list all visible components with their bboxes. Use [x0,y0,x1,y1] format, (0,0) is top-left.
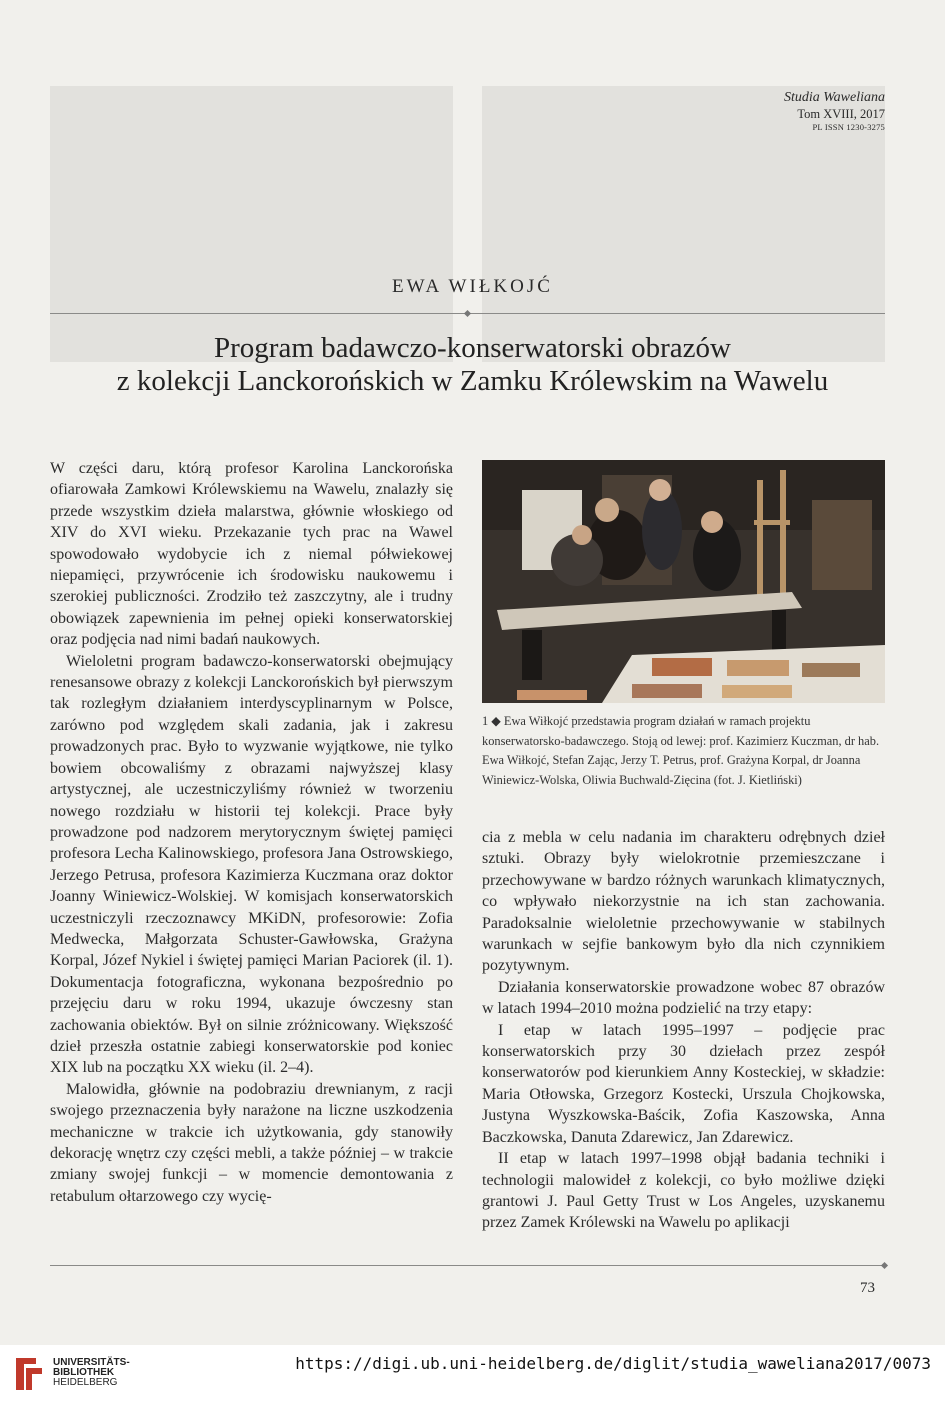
bottom-rule [50,1265,885,1266]
paragraph: II etap w latach 1997–1998 objął badania techniki i technologii malowideł z kolekcji, co było możliwe dzięki grantowi J. Paul Getty Trust w Los Angeles, uzyskanemu przez Zamek Królewski na Wawelu po aplikacji [482,1150,885,1232]
paragraph: Malowidła, głównie na podobraziu drewnianym, z racji swojego przeznaczenia były narażone na liczne uszkodzenia mechaniczne w trakcie ich użytkowania, gdy stanowiły dekorację wnętrz czy części mebli, a także później – w trakcie zmiany swojej funkcji – w momencie demontowania z retabulum ołtarzowego czy wycię- [50,1080,453,1205]
rule-ornament-top [464,310,471,317]
right-column [482,827,885,1234]
paragraph: Wieloletni program badawczo-konserwatorski obejmujący renesansowe obrazy z kolekcji Lanckorońskich był pierwszym tak rozległym działaniem interdyscyplinarnym w Polsce, zarówno pod względem skali zadania, jak i zakresu prowadzonych prac. Było to wyzwanie wyjątkowe, nie tylko bowiem obcowaliśmy z obrazami najwyższej klasy artystycznej, ale uczestniczyliśmy również w tworzeniu nowego rozdziału w historii tej kolekcji. Prace były prowadzone pod nadzorem merytorycznym świętej pamięci profesora Lecha Kalinowskiego, profesora Jana Ostrowskiego, Jerzego Petrusa, profesora Kazimierza Kuczmana oraz doktor Joanny Winiewicz-Wolskiej. W komisjach konserwatorskich uczestniczyli rzeczoznawcy MKiDN, profesorowie: Zofia Medwecka, Małgorzata Schuster-Gawłowska, Grażyna Korpal, Józef Nykiel i świętej pamięci Marian Paciorek (il. 1). Dokumentacja fotograficzna, wykonana bezpośrednio po przejęciu daru w roku 1994, ukazuje ówczesny stan zachowania obiektów. Był on silnie zróżnicowany. Większość dzieł przeszła ostatnie zabiegi konserwatorskie pod koniec XIX lub na początku XX wieku (il. 2–4). [50,652,453,1077]
library-line-3: HEIDELBERG [53,1377,118,1388]
article-title [0,332,945,398]
journal-volume: Tom XVIII, 2017 [797,106,885,121]
photo-illustration [482,460,885,703]
digital-library-footer [0,1345,945,1410]
page-number: 73 [860,1280,875,1296]
library-line-1: UNIVERSITÄTS- [53,1357,130,1368]
title-line-2: z kolekcji Lanckorońskich w Zamku Królewskim na Wawelu [116,365,829,397]
rule-ornament-bottom [881,1262,888,1269]
source-url-link[interactable]: https://digi.ub.uni-heidelberg.de/diglit/studia_waweliana2017/0073 [295,1354,931,1373]
library-line-2: BIBLIOTHEK [53,1367,115,1378]
library-logo-icon [12,1354,46,1399]
article-author: EWA WIŁKOJĆ [392,276,553,297]
library-name [53,1358,130,1388]
journal-name: Studia Waweliana [784,90,885,105]
journal-issn: PL ISSN 1230-3275 [812,121,885,132]
figure-photo [482,460,885,703]
title-line-1: Program badawczo-konserwatorski obrazów [214,332,731,364]
paragraph: W części daru, którą profesor Karolina Lanckorońska ofiarowała Zamkowi Królewskiemu na Wawelu, znalazły się przede wszystkim dzieła malarstwa, głównie włoskiego od XIV do XVI wieku. Przekazanie tych prac na Wawel spowodowało wydobycie ich z niemal półwiekowej niepamięci, przywrócenie ich środowisku naukowemu i szerokiej publiczności. Zrodziło też zaszczytny, ale i trudny obowiązek zapewnienia im pełnej opieki konserwatorskiej oraz podjęcia nad nimi badań naukowych. [50,460,453,649]
figure-caption: 1 ◆ Ewa Wiłkojć przedstawia program działań w ramach projektu konserwatorsko-badawczego. Stoją od lewej: prof. Kazimierz Kuczman, dr hab. Ewa Wiłkojć, Stefan Zając, Jerzy T. Petrus, prof. Grażyna Korpal, dr Joanna Winiewicz-Wolska, Oliwia Buchwald-Zięcina (fot. J. Kietliński) [482,714,880,787]
paragraph: cia z mebla w celu nadania im charakteru odrębnych dzieł sztuki. Obrazy były wielokrotnie przemieszczane i przechowywane w bardzo różnych warunkach klimatycznych, co wpływało niekorzystnie na ich stan zachowania. Paradoksalnie wieloletnie przechowywanie w stabilnych warunkach w sejfie bankowym było dla nich czynnikiem pozytywnym. [482,829,885,975]
paragraph: Działania konserwatorskie prowadzone wobec 87 obrazów w latach 1994–2010 można podzielić na trzy etapy: [482,978,885,1018]
paragraph: I etap w latach 1995–1997 – podjęcie prac konserwatorskich przy 30 dziełach przez zespół konserwatorów pod kierunkiem Anny Kosteckiej, w składzie: Maria Otłowska, Grzegorz Kostecki, Urszula Chojkowska, Justyna Wyszkowska-Baścik, Zofia Kaszowska, Anna Baczkowska, Danuta Zdarewicz, Jan Zdarewicz. [482,1021,885,1146]
journal-header [784,90,885,132]
show-through-left [50,86,453,362]
left-column [50,458,453,1207]
